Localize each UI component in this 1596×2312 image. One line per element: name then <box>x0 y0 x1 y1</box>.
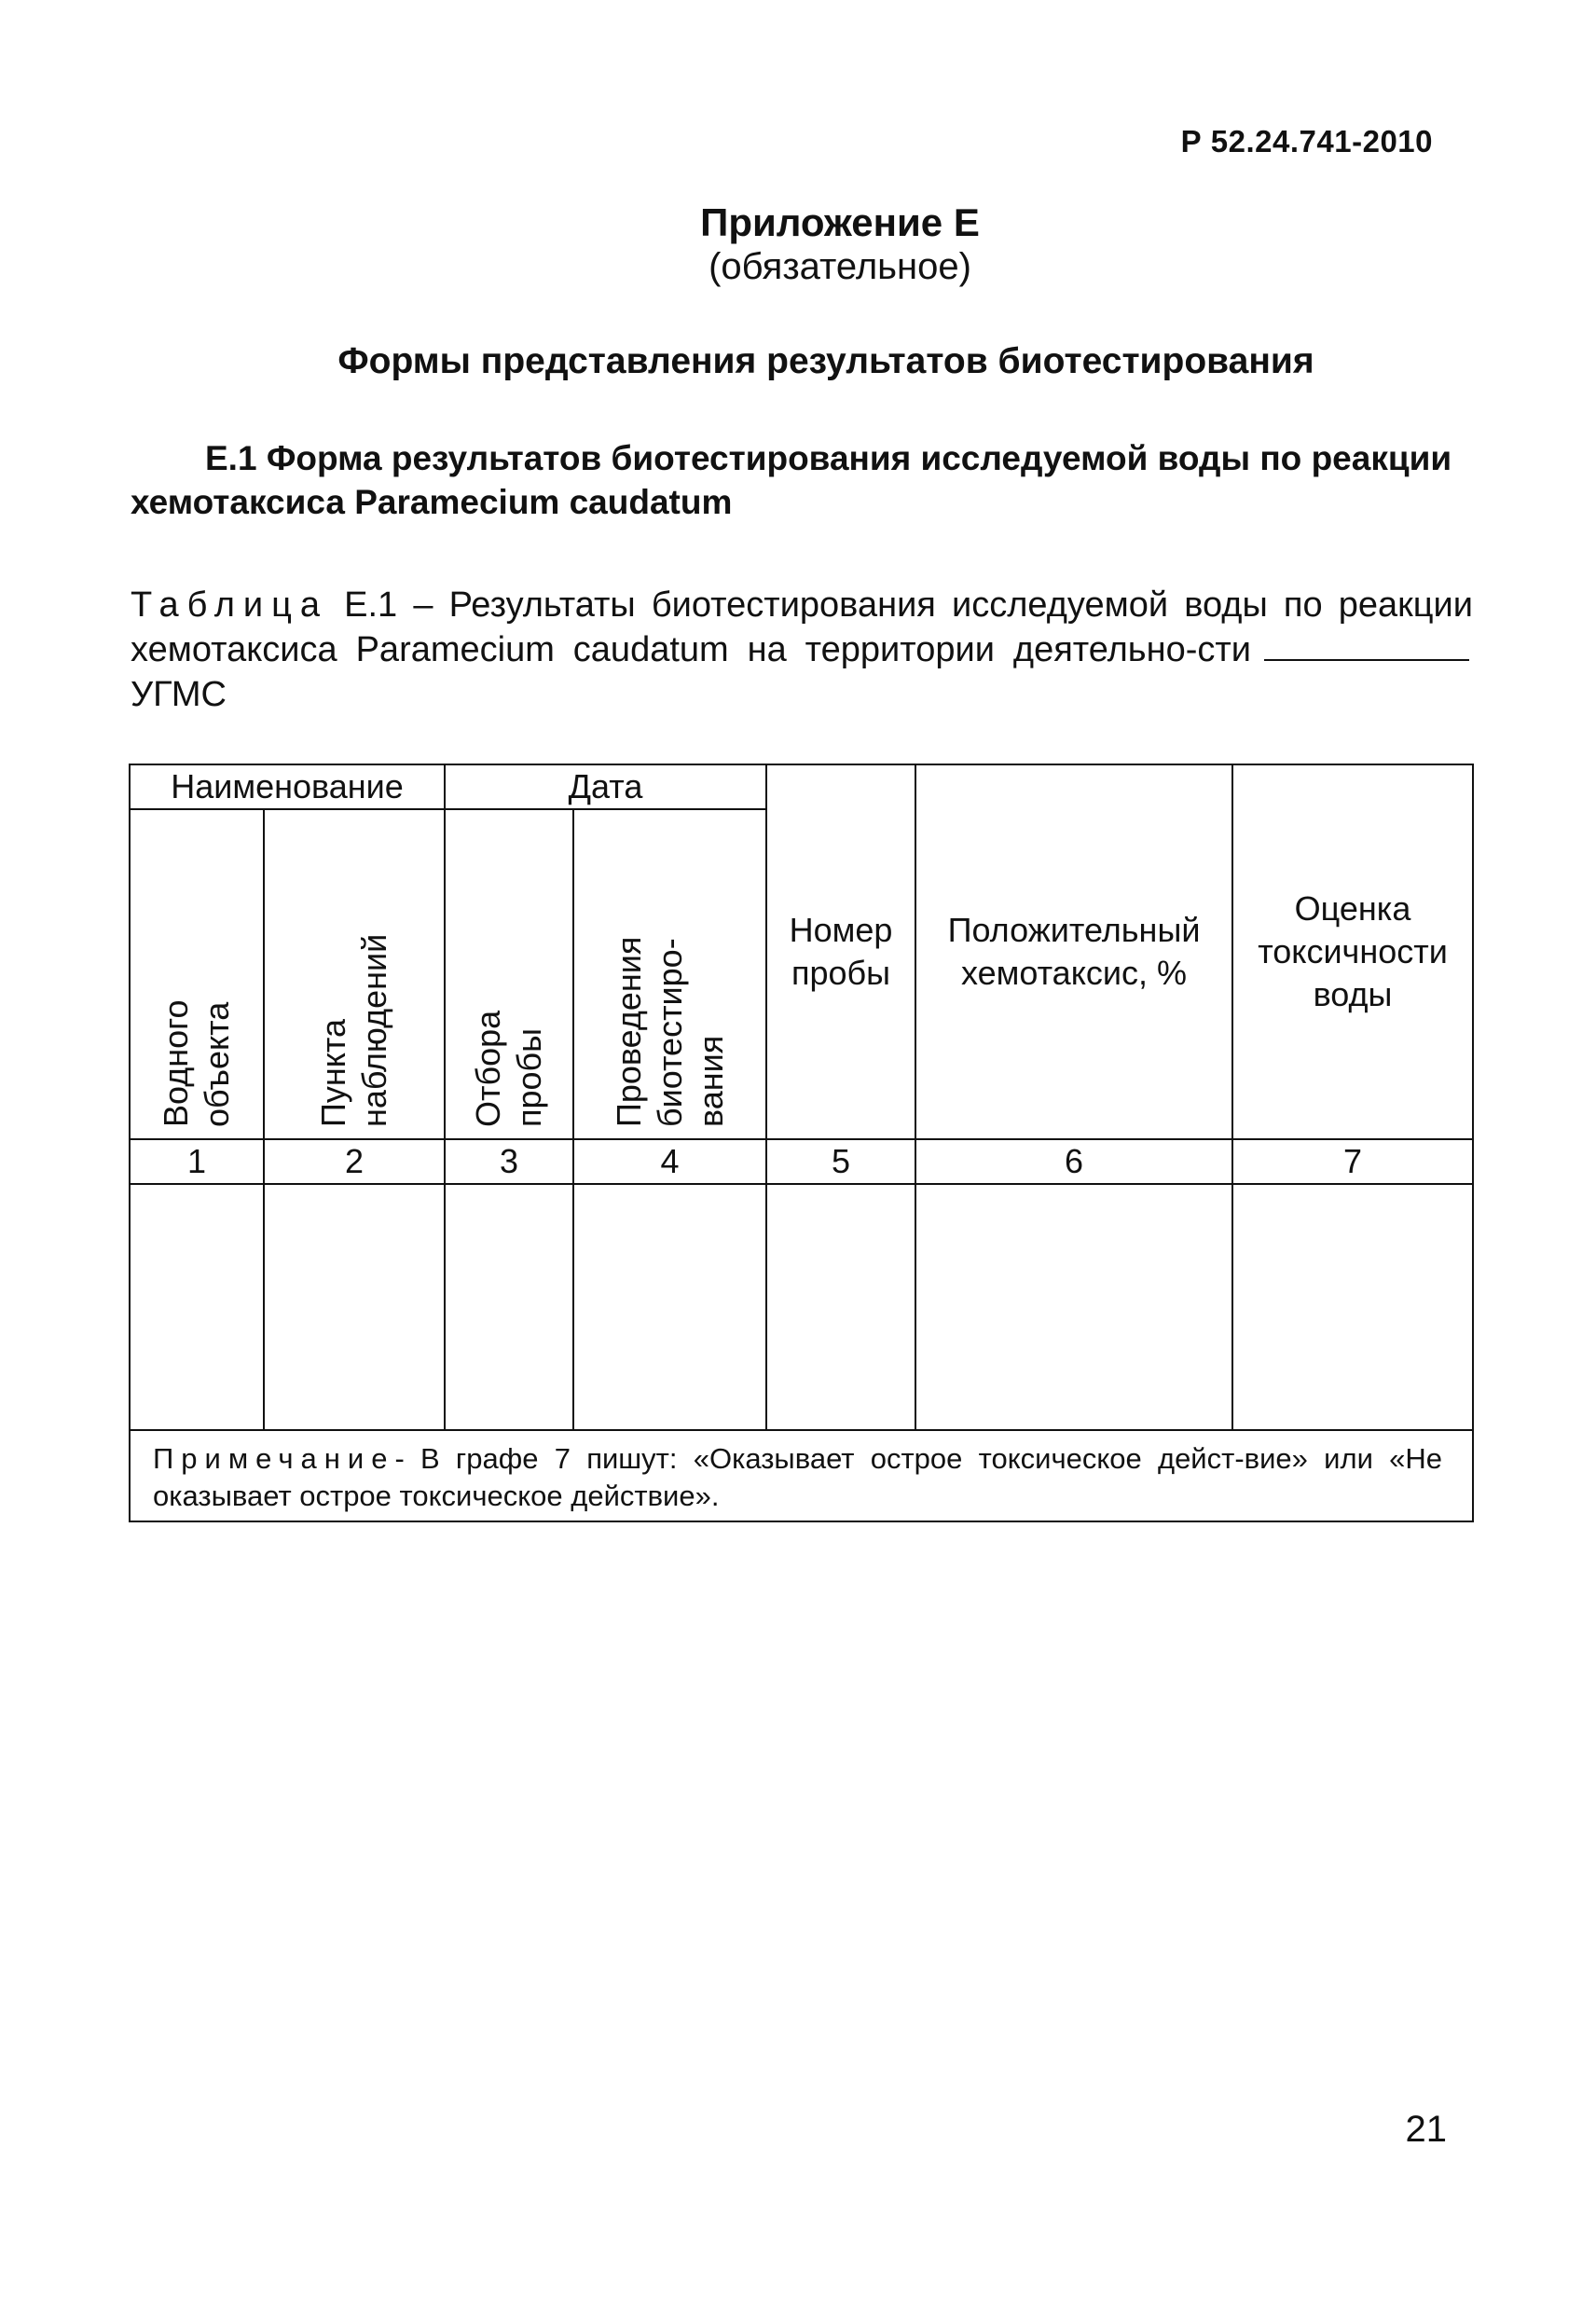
header-sample-number: Номер пробы <box>766 764 915 1139</box>
header-positive-chemotaxis: Положительный хемотаксис, % <box>915 764 1232 1139</box>
caption-suffix: УГМС <box>131 675 227 714</box>
appendix-title: Приложение Е <box>700 200 980 244</box>
caption-label: Таблица <box>131 585 328 625</box>
data-cell <box>445 1184 573 1430</box>
data-cell <box>766 1184 915 1430</box>
column-number: 4 <box>573 1139 766 1184</box>
forms-title: Формы представления результатов биотестирования <box>337 341 1314 381</box>
page-number: 21 <box>1405 2109 1447 2150</box>
appendix-subtitle: (обязательное) <box>709 246 971 287</box>
data-cell <box>130 1184 264 1430</box>
header-water-body: Водного объекта <box>130 809 264 1139</box>
column-number: 5 <box>766 1139 915 1184</box>
note-label: Примечание <box>153 1442 395 1475</box>
data-cell <box>1232 1184 1473 1430</box>
header-name-group: Наименование <box>130 764 445 809</box>
note-text: - В графе 7 пишут: «Оказывает острое токсическое дейст-вие» или «Не оказывает острое токсическое действие». <box>153 1442 1442 1512</box>
section-title: Е.1 Форма результатов биотестирования исследуемой воды по реакции хемотаксиса Paramecium caudatum <box>131 439 1452 521</box>
column-number: 1 <box>130 1139 264 1184</box>
results-form-table <box>129 764 1474 1522</box>
header-date-group: Дата <box>445 764 766 809</box>
document-number: Р 52.24.741-2010 <box>1180 124 1433 158</box>
caption-blank-line <box>1264 633 1469 661</box>
data-cell <box>573 1184 766 1430</box>
header-sampling-date: Отбора пробы <box>445 809 573 1139</box>
caption-text: Е.1 – Результаты биотестирования исследуемой воды по реакции хемотаксиса Paramecium caudatum на территории деятельно-сти <box>131 585 1473 669</box>
table-caption <box>131 583 1473 717</box>
header-toxicity: Оценка токсичности воды <box>1232 764 1473 1139</box>
column-number-row <box>130 1139 1473 1184</box>
column-number: 6 <box>915 1139 1232 1184</box>
column-number: 7 <box>1232 1139 1473 1184</box>
column-number: 3 <box>445 1139 573 1184</box>
table-note <box>130 1430 1473 1521</box>
column-number: 2 <box>264 1139 445 1184</box>
data-cell <box>264 1184 445 1430</box>
header-biotesting-date: Проведения биотестиро-вания <box>573 809 766 1139</box>
data-cell <box>915 1184 1232 1430</box>
empty-data-row <box>130 1184 1473 1430</box>
header-observation-point: Пункта наблюдений <box>264 809 445 1139</box>
